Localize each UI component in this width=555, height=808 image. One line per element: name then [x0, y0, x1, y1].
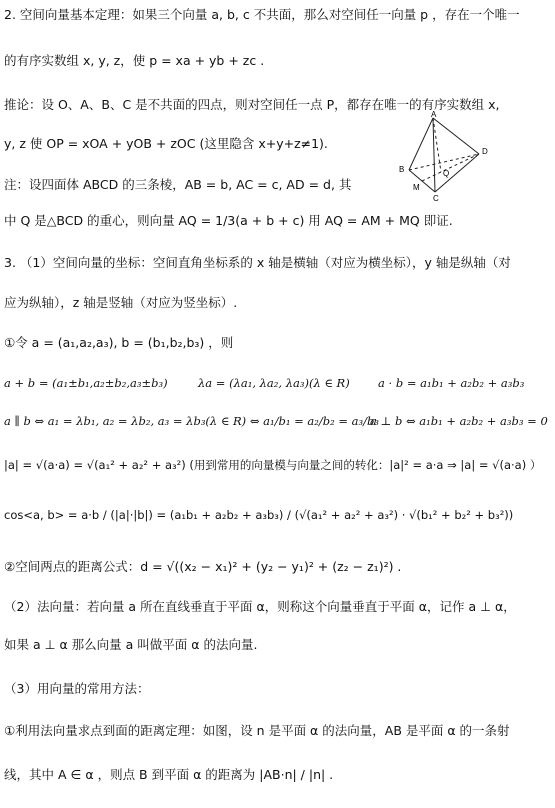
- formula-vector-magnitude: |a| = √(a·a) = √(a₁² + a₂² + a₃²) (用到常用的向量模与向量之间的转化：|a|² = a·a ⇒ |a| = √(a·a) ）: [4, 458, 542, 472]
- text-line-3: 推论：设 O、A、B、C 是不共面的四点，则对空间任一点 P，都存在唯一的有序实数组 x,: [4, 97, 500, 112]
- tetrahedron-figure: [395, 110, 495, 202]
- text-line-normal-vector-1: （2）法向量：若向量 a 所在直线垂直于平面 α，则称这个向量垂直于平面 α，记作 a ⊥ α，: [4, 599, 516, 614]
- edge-bd: [409, 154, 479, 170]
- label-q: Q: [443, 169, 450, 178]
- formula-dot-product: a · b = a₁b₁ + a₂b₂ + a₃b₃: [378, 376, 525, 390]
- edge-cd: [435, 154, 479, 192]
- text-line-4: y, z 使 OP = xOA + yOB + zOC (这里隐含 x+y+z≠1).: [4, 136, 328, 151]
- text-line-9: ①令 a = (a₁,a₂,a₃), b = (b₁,b₂,b₃) ，则: [4, 335, 234, 350]
- text-line-8: 应为纵轴），z 轴是竖轴（对应为竖坐标）.: [4, 295, 238, 310]
- formula-perpendicular-condition: a ⊥ b ⇔ a₁b₁ + a₂b₂ + a₃b₃ = 0: [370, 414, 548, 428]
- formula-scalar-multiple: λa = (λa₁, λa₂, λa₃)(λ ∈ R): [198, 376, 350, 390]
- formula-vector-angle-cosine: cos<a, b> = a·b / (|a|·|b|) = (a₁b₁ + a₂b₂ + a₃b₃) / (√(a₁² + a₂² + a₃²) · √(b₁² + b₂² + b₃²)): [4, 508, 514, 522]
- text-line-6: 中 Q 是△BCD 的重心，则向量 AQ = 1/3(a + b + c) 用 AQ = AM + MQ 即证.: [4, 213, 453, 228]
- formula-parallel-condition: a ∥ b ⇔ a₁ = λb₁, a₂ = λb₂, a₃ = λb₃(λ ∈ R) ⇔ a₁/b₁ = a₂/b₂ = a₃/b₃: [4, 414, 379, 428]
- text-line-distance-theorem-2: 线，其中 A ∈ α ，则点 B 到平面 α 的距离为 |AB·n| / |n| .: [4, 767, 334, 782]
- edge-ac: [433, 118, 435, 192]
- label-m: M: [413, 183, 420, 192]
- text-line-normal-vector-2: 如果 a ⊥ α 那么向量 a 叫做平面 α 的法向量.: [4, 637, 258, 652]
- text-line-1: 2. 空间向量基本定理：如果三个向量 a, b, c 不共面，那么对空间任一向量 p ，存在一个唯一: [4, 7, 520, 22]
- text-line-7: 3. （1）空间向量的坐标：空间直角坐标系的 x 轴是横轴（对应为横坐标），y 轴是纵轴（对: [4, 255, 511, 270]
- formula-vector-sum: a + b = (a₁±b₁,a₂±b₂,a₃±b₃): [4, 376, 168, 390]
- text-line-5: 注：设四面体 ABCD 的三条棱，AB = b, AC = c, AD = d, 其: [4, 177, 352, 192]
- text-line-2: 的有序实数组 x, y, z，使 p = xa + yb + zc .: [4, 53, 265, 68]
- text-line-distance-theorem-1: ①利用法向量求点到面的距离定理：如图，设 n 是平面 α 的法向量，AB 是平面 α 的一条射: [4, 723, 510, 738]
- label-c: C: [433, 194, 439, 202]
- label-d: D: [482, 147, 488, 156]
- text-line-methods-heading: （3）用向量的常用方法：: [4, 681, 150, 696]
- label-a: A: [431, 110, 437, 119]
- text-line-distance-formula: ②空间两点的距离公式：d = √((x₂ − x₁)² + (y₂ − y₁)² + (z₂ − z₁)²) .: [4, 559, 402, 574]
- edge-ad: [433, 118, 479, 154]
- edge-ab: [409, 118, 433, 170]
- label-b: B: [399, 165, 405, 174]
- median-dm: [422, 154, 479, 181]
